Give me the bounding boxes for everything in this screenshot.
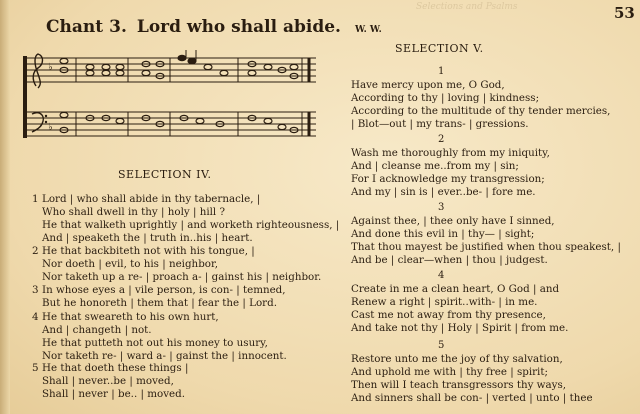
verse-line: And | changeth | not. [42,323,152,336]
verse-line: Renew a right | spirit..with- | in me. [351,295,538,308]
verse-line: And uphold me with | thy free | spirit; [351,365,548,378]
verse-number: 3 [438,202,445,213]
verse-line: Cast me not away from thy presence, [351,308,546,321]
verse-line: Then will I teach transgressors thy ways, [351,378,567,391]
note-heads [60,55,298,132]
selection-v-heading: SELECTION V. [395,42,484,55]
verse-line: And | speaketh the | truth in..his | heart. [42,231,253,244]
bass-clef-icon [32,113,47,132]
chant-credit: W. W. [354,25,382,35]
key-signature-flats-icon [48,62,53,133]
svg-text:♭: ♭ [48,122,53,133]
verse-number: 2 [32,245,39,257]
verse-line: He that putteth not out his money to usury, [42,336,268,349]
book-spine-shadow [0,0,10,414]
brace [23,56,27,138]
verse-line: Nor taketh up a re- | proach a- | gainst his | neighbor. [42,270,322,283]
selection-iv-verse-3 [32,284,286,310]
chant-title: Lord who shall abide. [136,17,341,37]
verse-number: 4 [32,311,39,323]
chant-heading [46,17,382,37]
verse-line: And sinners shall be con- | verted | unto | thee [351,391,593,404]
verse-line: And my | sin is | ever..be- | fore me. [351,185,536,198]
selection-v-verse-4 [351,283,568,335]
page-number: 53 [614,4,635,22]
verse-line: He that walketh uprightly | and worketh righteousness, | [42,218,340,231]
verse-line: And done this evil in | thy— | sight; [351,227,535,240]
selection-iv-heading: SELECTION IV. [118,168,212,181]
verse-number: 2 [438,134,445,145]
chant-number: 3. [109,17,127,37]
verse-line: Lord | who shall abide in thy tabernacle, | [42,193,261,205]
verse-line: And take not thy | Holy | Spirit | from me. [351,321,569,334]
verse-line: Against thee, | thee only have I sinned, [351,215,555,227]
selection-iv-verse-5 [32,362,189,401]
faint-running-title: Selections and Psalms [416,2,518,12]
verse-number: 4 [438,270,445,281]
verse-number: 3 [32,284,39,296]
verse-number: 5 [438,340,445,351]
music-score [20,50,320,150]
verse-line: Wash me thoroughly from my iniquity, [351,147,550,159]
selection-v-verse-5 [351,353,593,405]
verse-line: But he honoreth | them that | fear the | Lord. [42,296,277,309]
verse-line: According to thy | loving | kindness; [351,91,540,104]
verse-line: According to the multitude of thy tender mercies, [351,104,611,117]
verse-line: For I acknowledge my transgression; [351,172,545,185]
verse-line: Create in me a clean heart, O God | and [351,283,560,295]
verse-line: He that sweareth to his own hurt, [42,311,219,323]
treble-clef-icon [33,54,42,88]
selection-iv-verse-2 [32,245,322,284]
svg-text:♭: ♭ [48,62,53,73]
selection-v-verse-2 [351,147,550,199]
selection-v-verse-3 [351,215,621,267]
verse-line: And be | clear—when | thou | judgest. [351,253,548,266]
bass-staff [26,112,316,136]
verse-line: He that doeth these things | [42,362,189,374]
verse-line: Shall | never | be.. | moved. [42,387,185,400]
verse-number: 1 [32,193,39,205]
treble-staff [26,58,316,82]
selection-iv-verse-4 [32,311,287,363]
verse-line: Have mercy upon me, O God, [351,79,505,91]
verse-line: And | cleanse me..from my | sin; [351,159,519,172]
verse-line: Nor taketh re- | ward a- | gainst the | innocent. [42,349,287,362]
verse-line: Who shall dwell in thy | holy | hill ? [42,205,226,218]
verse-line: He that backbiteth not with his tongue, | [42,245,255,257]
verse-line: Nor doeth | evil, to his | neighbor, [42,257,219,270]
selection-iv-verse-1 [32,193,340,245]
verse-line: Shall | never..be | moved, [42,374,174,387]
verse-line: In whose eyes a | vile person, is con- | temned, [42,284,286,296]
verse-line: Restore unto me the joy of thy salvation, [351,353,563,365]
selection-v-verse-1 [351,79,610,131]
verse-number: 1 [438,66,445,77]
verse-line: That thou mayest be justified when thou speakest, | [351,240,621,253]
verse-line: | Blot—out | my trans- | gressions. [351,117,529,130]
chant-label: Chant [46,17,104,37]
verse-number: 5 [32,362,39,374]
